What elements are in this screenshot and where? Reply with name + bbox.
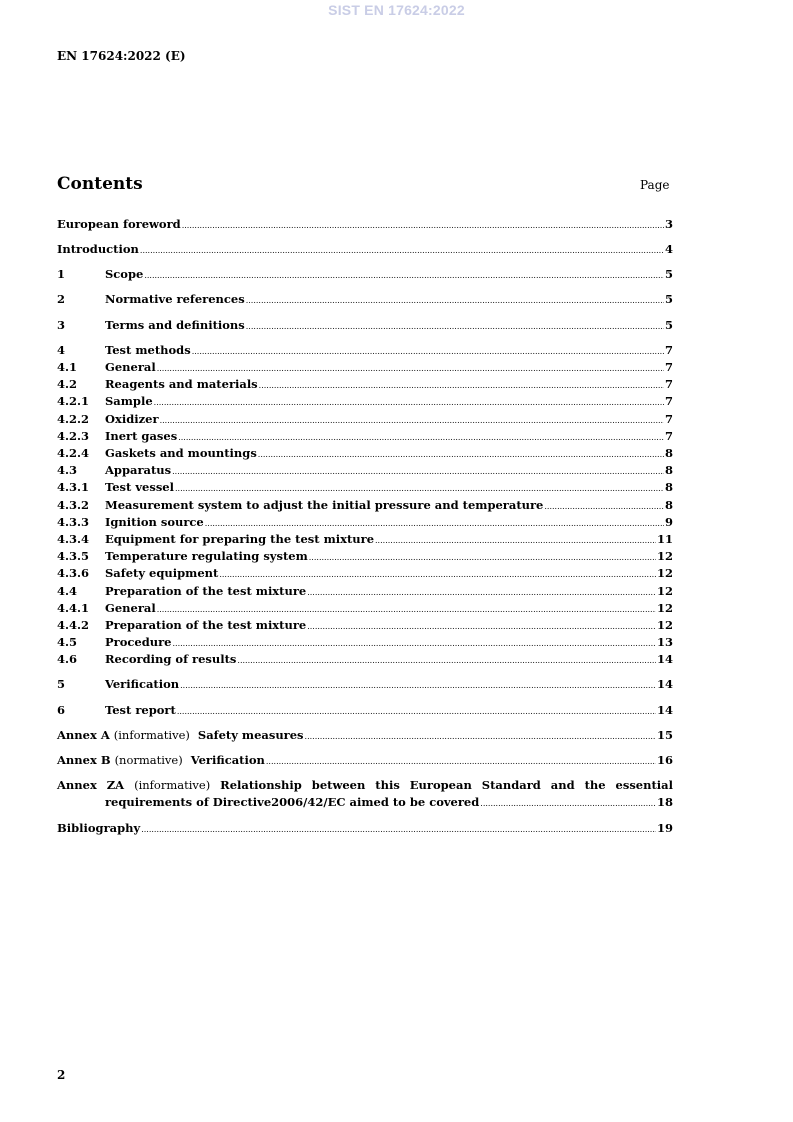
toc-entry-number: 4.3.4 (57, 532, 90, 546)
toc-entry[interactable] (57, 359, 673, 375)
leader-dots (157, 361, 664, 377)
toc-entry-page: 18 (656, 795, 673, 809)
toc-annex-a[interactable] (57, 727, 673, 743)
toc-entry[interactable] (57, 600, 673, 616)
toc-entry[interactable] (57, 428, 673, 444)
toc-entry-number: 4.4 (57, 584, 78, 598)
leader-dots (144, 268, 664, 284)
leader-dots (246, 319, 664, 335)
toc-entry[interactable] (57, 514, 673, 530)
annex-title: Relationship between this European Standard and the essential (220, 778, 673, 792)
toc-entry[interactable] (57, 479, 673, 495)
toc-entry-number: 4.2.1 (57, 394, 90, 408)
page-column-label: Page (640, 178, 670, 192)
toc-entry-page: 12 (656, 549, 673, 563)
toc-entry-title: Recording of results (105, 652, 237, 666)
toc-entry-title: Sample (105, 394, 153, 408)
toc-entry-page: 4 (664, 242, 673, 256)
toc-entry-title: Normative references (105, 292, 245, 306)
leader-dots (307, 619, 656, 635)
toc-entry[interactable] (57, 676, 673, 692)
toc-entry-number: 5 (57, 677, 66, 691)
toc-entry-title: Terms and definitions (105, 318, 245, 332)
leader-dots (259, 378, 664, 394)
toc-entry-page: 8 (664, 498, 673, 512)
toc-entry-number: 4.2.2 (57, 412, 90, 426)
leader-dots (178, 430, 664, 446)
toc-entry-title: Oxidizer (105, 412, 159, 426)
leader-dots (180, 678, 656, 694)
annex-label: Annex ZA (57, 778, 125, 792)
toc-entry-number: 4.3.3 (57, 515, 90, 529)
leader-dots (307, 585, 656, 601)
toc-entry[interactable] (57, 216, 673, 232)
watermark: SIST EN 17624:2022 (328, 2, 465, 18)
leader-dots (141, 822, 656, 838)
toc-entry[interactable] (57, 266, 673, 282)
toc-entry-page: 7 (664, 429, 673, 443)
toc-entry-page: 14 (656, 652, 673, 666)
toc-entry-page: 15 (656, 728, 673, 742)
toc-entry-page: 7 (664, 377, 673, 391)
toc-entry-page: 7 (664, 394, 673, 408)
toc-entry-number: 4.3.2 (57, 498, 90, 512)
toc-annex-za-line2[interactable] (57, 794, 673, 810)
toc-entry-title: Test methods (105, 343, 191, 357)
toc-entry-number: 4.4.2 (57, 618, 90, 632)
toc-entry[interactable] (57, 445, 673, 461)
annex-kind: (normative) (114, 753, 183, 767)
leader-dots (258, 447, 664, 463)
toc-entry-title: General (105, 601, 156, 615)
leader-dots (309, 550, 656, 566)
toc-entry-number: 4.3.6 (57, 566, 90, 580)
toc-entry-page: 5 (664, 318, 673, 332)
toc-entry-title: Equipment for preparing the test mixture (105, 532, 375, 546)
toc-entry-number: 2 (57, 292, 66, 306)
annex-kind: (informative) (113, 728, 190, 742)
toc-entry-title: Apparatus (105, 463, 172, 477)
toc-entry-title: Introduction (57, 242, 139, 256)
toc-annex-b[interactable] (57, 752, 673, 768)
toc-entry-number: 4 (57, 343, 66, 357)
toc-entry-title: Bibliography (57, 821, 141, 835)
toc-entry-number: 4.3 (57, 463, 78, 477)
toc-entry-title: Inert gases (105, 429, 178, 443)
toc-entry-title: Test vessel (105, 480, 174, 494)
annex-label: Annex A (57, 728, 110, 742)
leader-dots (480, 796, 656, 812)
document-id: EN 17624:2022 (E) (57, 49, 186, 63)
toc-entry[interactable] (57, 411, 673, 427)
toc-entry[interactable] (57, 376, 673, 392)
leader-dots (192, 344, 664, 360)
toc-bibliography[interactable] (57, 820, 673, 836)
leader-dots (305, 729, 656, 745)
toc-entry-page: 9 (664, 515, 673, 529)
annex-label: Annex B (57, 753, 111, 767)
toc-entry[interactable] (57, 583, 673, 599)
leader-dots (160, 413, 664, 429)
leader-dots (172, 464, 664, 480)
leader-dots (175, 481, 664, 497)
toc-entry[interactable] (57, 241, 673, 257)
toc-entry-title: Gaskets and mountings (105, 446, 257, 460)
leader-dots (172, 636, 656, 652)
toc-entry-title: Preparation of the test mixture (105, 584, 307, 598)
toc-entry-page: 12 (656, 601, 673, 615)
toc-entry-title: Verification (105, 677, 180, 691)
leader-dots (544, 499, 664, 515)
toc-entry-page: 7 (664, 412, 673, 426)
toc-entry[interactable] (57, 497, 673, 513)
leader-dots (177, 704, 656, 720)
toc-entry-page: 16 (656, 753, 673, 767)
leader-dots (182, 218, 664, 234)
toc-entry-title: Safety equipment (105, 566, 219, 580)
toc-entry[interactable] (57, 651, 673, 667)
toc-annex-za-line1[interactable] (57, 777, 673, 793)
toc-entry[interactable] (57, 634, 673, 650)
toc-entry-title: Measurement system to adjust the initial pressure and temperature (105, 498, 544, 512)
leader-dots (237, 653, 656, 669)
leader-dots (246, 293, 664, 309)
leader-dots (205, 516, 664, 532)
toc-entry-page: 7 (664, 343, 673, 357)
leader-dots (219, 567, 656, 583)
toc-entry-page: 8 (664, 463, 673, 477)
toc-entry-title: Temperature regulating system (105, 549, 308, 563)
annex-title: Verification (190, 753, 265, 767)
toc-entry-number: 6 (57, 703, 66, 717)
toc-entry-number: 4.3.5 (57, 549, 90, 563)
toc-entry-page: 13 (656, 635, 673, 649)
toc-entry-number: 1 (57, 267, 66, 281)
toc-entry-number: 4.2.4 (57, 446, 90, 460)
toc-entry-number: 4.4.1 (57, 601, 90, 615)
annex-title-continued: requirements of Directive2006/42/EC aimed to be covered (105, 795, 480, 809)
toc-entry-number: 4.6 (57, 652, 78, 666)
toc-entry-number: 3 (57, 318, 66, 332)
leader-dots (375, 533, 656, 549)
toc-entry-page: 14 (656, 677, 673, 691)
toc-entry-page: 8 (664, 446, 673, 460)
contents-title: Contents (57, 174, 143, 194)
toc-entry-page: 7 (664, 360, 673, 374)
toc-entry[interactable] (57, 291, 673, 307)
toc-entry-page: 12 (656, 566, 673, 580)
leader-dots (154, 395, 664, 411)
toc-entry[interactable] (57, 702, 673, 718)
toc-entry-page: 5 (664, 267, 673, 281)
toc-entry-number: 4.1 (57, 360, 78, 374)
toc-entry[interactable] (57, 617, 673, 633)
toc-entry-title: Ignition source (105, 515, 204, 529)
toc-entry[interactable] (57, 393, 673, 409)
toc-entry[interactable] (57, 317, 673, 333)
toc-entry-title: General (105, 360, 156, 374)
toc-entry-number: 4.2 (57, 377, 78, 391)
toc-entry-title: Test report (105, 703, 176, 717)
annex-title: Safety measures (197, 728, 304, 742)
toc-entry-page: 5 (664, 292, 673, 306)
leader-dots (157, 602, 656, 618)
toc-entry-title: European foreword (57, 217, 181, 231)
page-number: 2 (57, 1068, 66, 1082)
annex-kind: (informative) (134, 778, 211, 792)
toc-entry[interactable] (57, 342, 673, 358)
toc-entry[interactable] (57, 462, 673, 478)
leader-dots (266, 754, 656, 770)
toc-entry-number: 4.3.1 (57, 480, 90, 494)
toc-entry-title: Scope (105, 267, 144, 281)
toc-entry[interactable] (57, 531, 673, 547)
toc-entry[interactable] (57, 548, 673, 564)
toc-entry-number: 4.5 (57, 635, 78, 649)
toc-entry-page: 11 (656, 532, 673, 546)
toc-entry-title: Procedure (105, 635, 172, 649)
toc-entry[interactable] (57, 565, 673, 581)
toc-entry-page: 12 (656, 584, 673, 598)
toc-entry-page: 19 (656, 821, 673, 835)
leader-dots (140, 243, 664, 259)
toc-entry-page: 3 (664, 217, 673, 231)
toc-entry-page: 14 (656, 703, 673, 717)
toc-entry-page: 8 (664, 480, 673, 494)
toc-entry-page: 12 (656, 618, 673, 632)
toc-entry-number: 4.2.3 (57, 429, 90, 443)
toc-entry-title: Reagents and materials (105, 377, 258, 391)
toc-entry-title: Preparation of the test mixture (105, 618, 307, 632)
